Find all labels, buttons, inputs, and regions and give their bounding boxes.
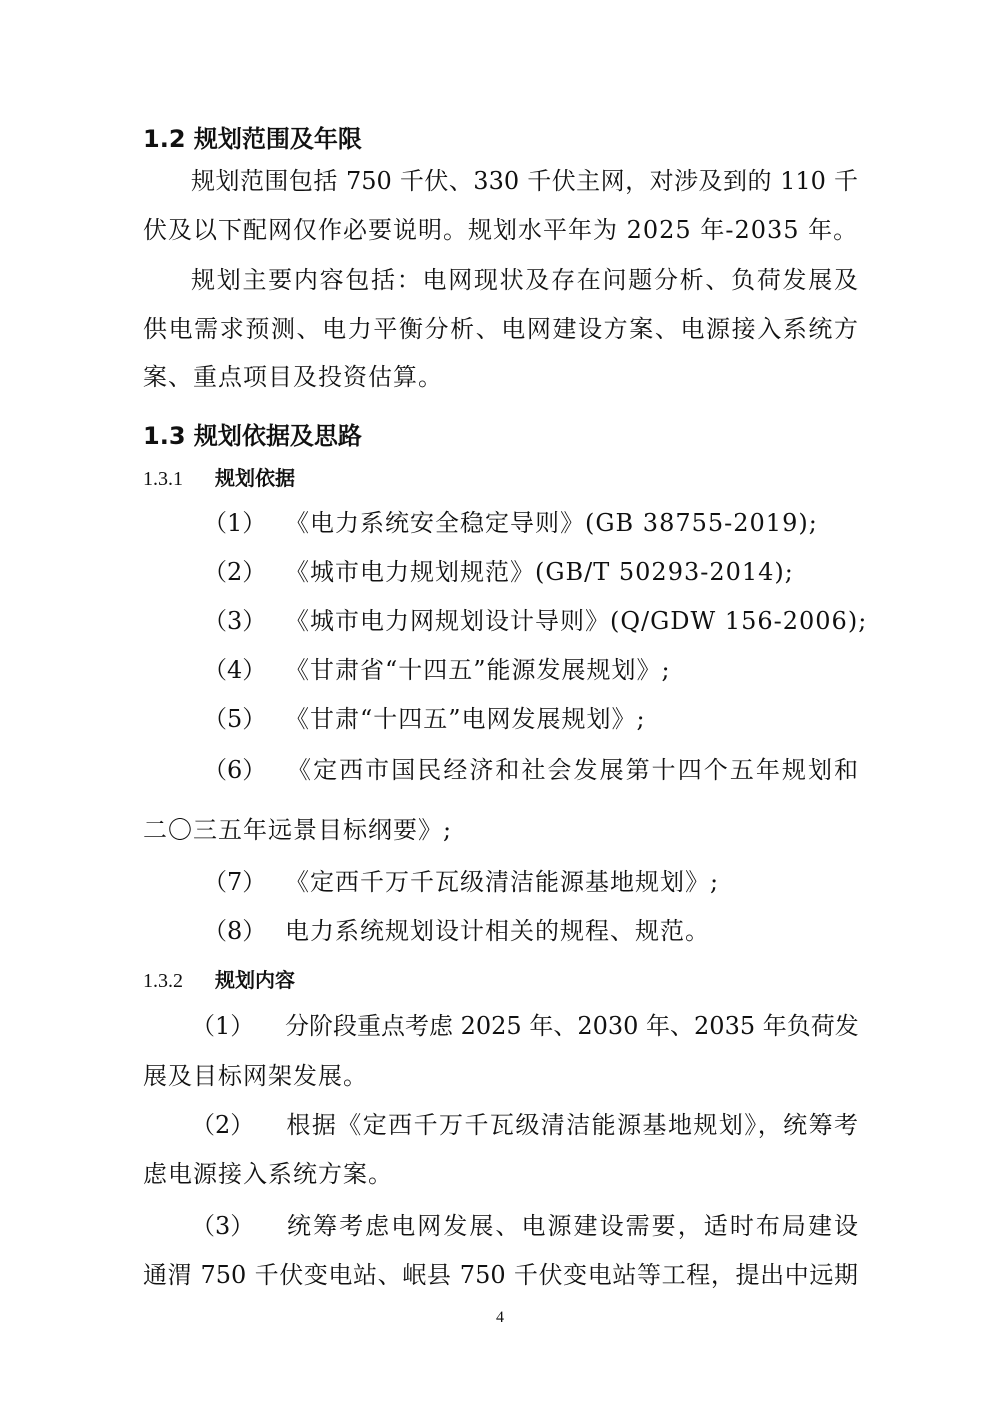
list-item-continuation: 二〇三五年远景目标纲要》;: [143, 816, 453, 844]
list-marker: （4）: [203, 656, 267, 684]
subsection-number: 1.3.2: [143, 970, 183, 992]
list-item: [191, 1011, 858, 1041]
list-text: 《城市电力规划规范》(GB/T 50293-2014);: [285, 558, 794, 586]
list-marker: （8）: [203, 917, 267, 945]
list-text: 《定西市国民经济和社会发展第十四个五年规划和: [285, 756, 858, 784]
paragraph-scope-line-1: 规划范围包括 750 千伏、330 千伏主网，对涉及到的 110 千: [191, 167, 858, 195]
list-text: 统筹考虑电网发展、电源建设需要，适时布局建设: [285, 1212, 858, 1240]
list-marker: （2）: [191, 1111, 255, 1139]
list-item: [203, 655, 671, 685]
list-text: 《甘肃省“十四五”能源发展规划》;: [285, 656, 671, 684]
list-item: [203, 606, 867, 636]
list-marker: （3）: [191, 1212, 255, 1240]
list-marker: （6）: [203, 756, 267, 784]
list-item: [203, 557, 794, 587]
section-1-3-heading: 1.3 规划依据及思路: [143, 422, 362, 450]
list-text: 分阶段重点考虑 2025 年、2030 年、2035 年负荷发: [285, 1012, 859, 1040]
subsection-1-3-2-heading: [143, 967, 295, 994]
list-item: [203, 508, 818, 538]
list-item: [191, 1110, 858, 1140]
list-text: 《甘肃“十四五”电网发展规划》;: [285, 705, 646, 733]
list-item-continuation: 通渭 750 千伏变电站、岷县 750 千伏变电站等工程，提出中远期: [143, 1261, 858, 1289]
list-text: 《城市电力网规划设计导则》(Q/GDW 156-2006);: [285, 607, 868, 635]
list-item: [203, 704, 646, 734]
paragraph-scope-line-2: 伏及以下配网仅作必要说明。规划水平年为 2025 年-2035 年。: [143, 216, 859, 244]
page-number: 4: [496, 1309, 504, 1326]
section-1-2-heading: 1.2 规划范围及年限: [143, 125, 362, 153]
list-item: [203, 755, 858, 785]
list-item: [203, 916, 710, 946]
list-marker: （2）: [203, 558, 267, 586]
list-marker: （3）: [203, 607, 267, 635]
list-text: 电力系统规划设计相关的规程、规范。: [285, 917, 710, 945]
list-text: 《定西千万千瓦级清洁能源基地规划》;: [285, 868, 720, 896]
paragraph-content-line-1: 规划主要内容包括：电网现状及存在问题分析、负荷发展及: [191, 266, 858, 294]
list-item-continuation: 虑电源接入系统方案。: [143, 1160, 393, 1188]
list-item-continuation: 展及目标网架发展。: [143, 1062, 368, 1090]
list-marker: （7）: [203, 868, 267, 896]
subsection-1-3-1-heading: [143, 465, 295, 492]
list-text: 根据《定西千万千瓦级清洁能源基地规划》，统筹考: [285, 1111, 858, 1139]
subsection-number: 1.3.1: [143, 468, 183, 490]
list-text: 《电力系统安全稳定导则》(GB 38755-2019);: [285, 509, 818, 537]
list-marker: （5）: [203, 705, 267, 733]
paragraph-content-line-3: 案、重点项目及投资估算。: [143, 363, 443, 391]
subsection-title: 规划内容: [215, 968, 295, 992]
list-item: [191, 1211, 858, 1241]
list-marker: （1）: [191, 1012, 255, 1040]
subsection-title: 规划依据: [215, 466, 295, 490]
list-item: [203, 867, 719, 897]
paragraph-content-line-2: 供电需求预测、电力平衡分析、电网建设方案、电源接入系统方: [143, 315, 858, 343]
list-marker: （1）: [203, 509, 267, 537]
